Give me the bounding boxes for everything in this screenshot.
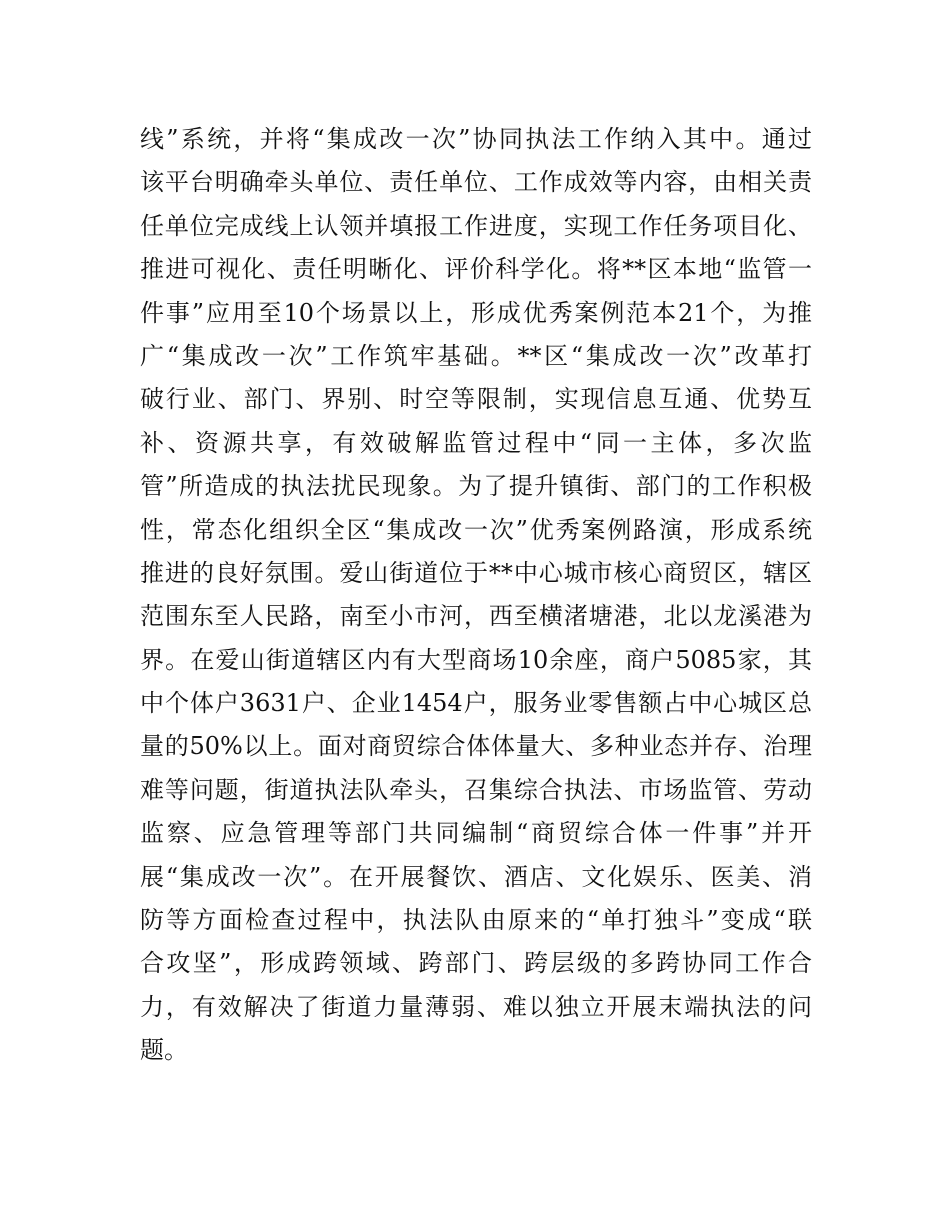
text-line: 广“集成改一次”工作筑牢基础。**区“集成改一次”改革打 — [140, 341, 812, 370]
text-line: 任单位完成线上认领并填报工作进度，实现工作任务项目化、 — [140, 211, 812, 240]
text-line: 题。 — [140, 1036, 188, 1065]
text-line: 展“集成改一次”。在开展餐饮、酒店、文化娱乐、医美、消 — [140, 862, 812, 891]
text-line: 性，常态化组织全区“集成改一次”优秀案例路演，形成系统 — [140, 515, 812, 544]
text-line: 破行业、部门、界别、时空等限制，实现信息互通、优势互 — [140, 385, 812, 414]
text-line: 合攻坚”，形成跨领域、跨部门、跨层级的多跨协同工作合 — [140, 949, 812, 978]
body-paragraph — [140, 118, 812, 1073]
text-line: 监察、应急管理等部门共同编制“商贸综合体一件事”并开 — [140, 819, 812, 848]
text-line: 范围东至人民路，南至小市河，西至横渚塘港，北以龙溪港为 — [140, 602, 812, 631]
text-line: 推进可视化、责任明晰化、评价科学化。将**区本地“监管一 — [140, 255, 812, 284]
text-line: 难等问题，街道执法队牵头，召集综合执法、市场监管、劳动 — [140, 775, 812, 804]
text-line: 防等方面检查过程中，执法队由原来的“单打独斗”变成“联 — [140, 906, 812, 935]
text-line: 补、资源共享，有效破解监管过程中“同一主体，多次监 — [140, 428, 812, 457]
text-line: 线”系统，并将“集成改一次”协同执法工作纳入其中。通过 — [140, 125, 812, 153]
text-line: 推进的良好氛围。爱山街道位于**中心城市核心商贸区，辖区 — [140, 558, 812, 587]
text-line: 管”所造成的执法扰民现象。为了提升镇街、部门的工作积极 — [140, 472, 812, 501]
text-line: 件事”应用至10个场景以上，形成优秀案例范本21个，为推 — [140, 298, 812, 327]
text-line: 量的50%以上。面对商贸综合体体量大、多种业态并存、治理 — [140, 732, 812, 761]
text-line: 力，有效解决了街道力量薄弱、难以独立开展末端执法的问 — [140, 992, 812, 1021]
text-line: 界。在爱山街道辖区内有大型商场10余座，商户5085家，其 — [140, 645, 812, 674]
text-line: 该平台明确牵头单位、责任单位、工作成效等内容，由相关责 — [140, 168, 812, 197]
text-line: 中个体户3631户、企业1454户，服务业零售额占中心城区总 — [140, 689, 812, 718]
